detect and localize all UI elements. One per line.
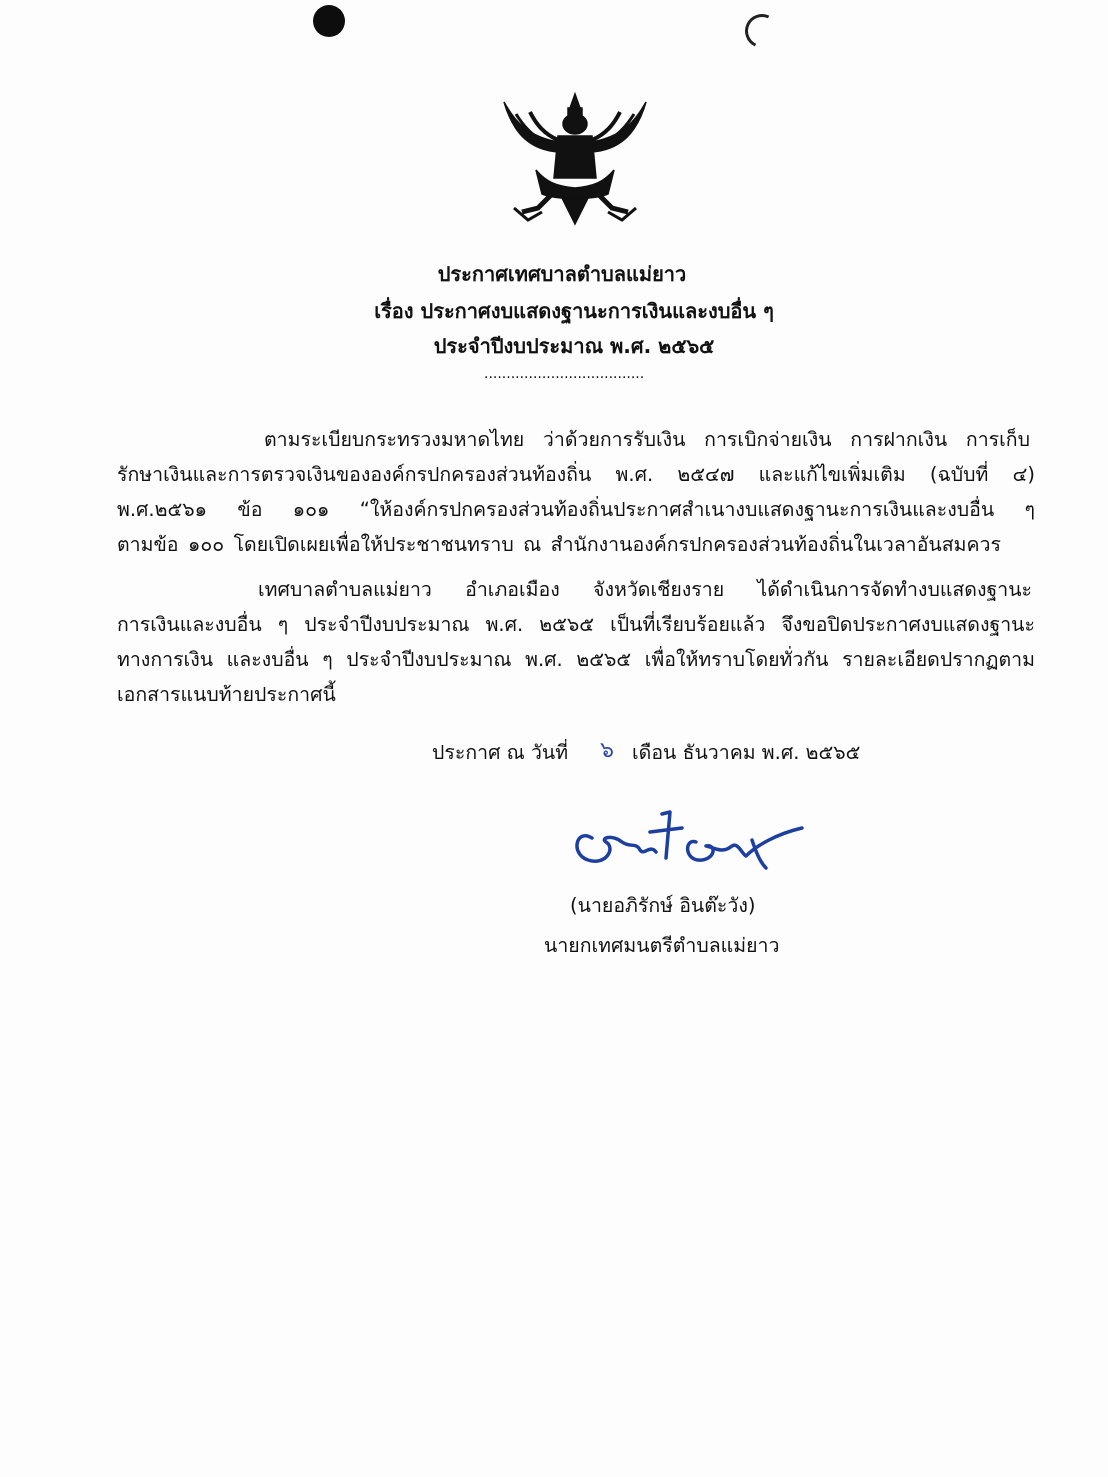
punch-hole-left — [313, 5, 345, 37]
signatory-name: (นายอภิรักษ์ อินต๊ะวัง) — [570, 894, 756, 917]
paragraph-line: รักษาเงินและการตรวจเงินขององค์กรปกครองส่วนท้องถิ่น พ.ศ. ๒๕๔๗ และแก้ไขเพิ่มเติม (ฉบับที่ ๔) — [117, 463, 1035, 486]
paragraph-line: การเงินและงบอื่น ๆ ประจำปีงบประมาณ พ.ศ. ๒๕๖๕ เป็นที่เรียบร้อยแล้ว จึงขอปิดประกาศงบแสดงฐานะ — [117, 613, 1035, 636]
paragraph-line: ตามระเบียบกระทรวงมหาดไทย ว่าด้วยการรับเงิน การเบิกจ่ายเงิน การฝากเงิน การเก็บ — [264, 428, 1030, 451]
announcement-org: ประกาศเทศบาลตำบลแม่ยาว — [437, 262, 687, 286]
signatory-title: นายกเทศมนตรีตำบลแม่ยาว — [544, 934, 780, 957]
paragraph-line: พ.ศ.๒๕๖๑ ข้อ ๑๐๑ “ให้องค์กรปกครองส่วนท้องถิ่นประกาศสำเนางบแสดงฐานะการเงินและงบอื่น ๆ — [117, 498, 1035, 521]
punch-hole-right — [740, 9, 784, 53]
announce-date-prefix: ประกาศ ณ วันที่ — [432, 741, 569, 764]
announcement-fiscal-year: ประจำปีงบประมาณ พ.ศ. ๒๕๖๕ — [433, 334, 715, 358]
heading-divider: .................................... — [484, 366, 645, 382]
paragraph-line: ตามข้อ ๑๐๐ โดยเปิดเผยเพื่อให้ประชาชนทราบ ณ สำนักงานองค์กรปกครองส่วนท้องถิ่นในเวลาอันสมควร — [117, 533, 1001, 556]
handwritten-signature — [566, 798, 806, 878]
paragraph-line: เอกสารแนบท้ายประกาศนี้ — [117, 683, 336, 706]
announce-date-suffix: เดือน ธันวาคม พ.ศ. ๒๕๖๕ — [632, 741, 861, 764]
garuda-emblem-icon — [496, 90, 654, 226]
paragraph-line: ทางการเงิน และงบอื่น ๆ ประจำปีงบประมาณ พ.ศ. ๒๕๖๕ เพื่อให้ทราบโดยทั่วกัน รายละเอียดปรากฏตาม — [117, 648, 1035, 671]
announce-day-handwritten: ๖ — [600, 738, 614, 763]
announcement-subject: เรื่อง ประกาศงบแสดงฐานะการเงินและงบอื่น ๆ — [374, 299, 774, 323]
paragraph-line: เทศบาลตำบลแม่ยาว อำเภอเมือง จังหวัดเชียงราย ได้ดำเนินการจัดทำงบแสดงฐานะ — [258, 578, 1032, 601]
